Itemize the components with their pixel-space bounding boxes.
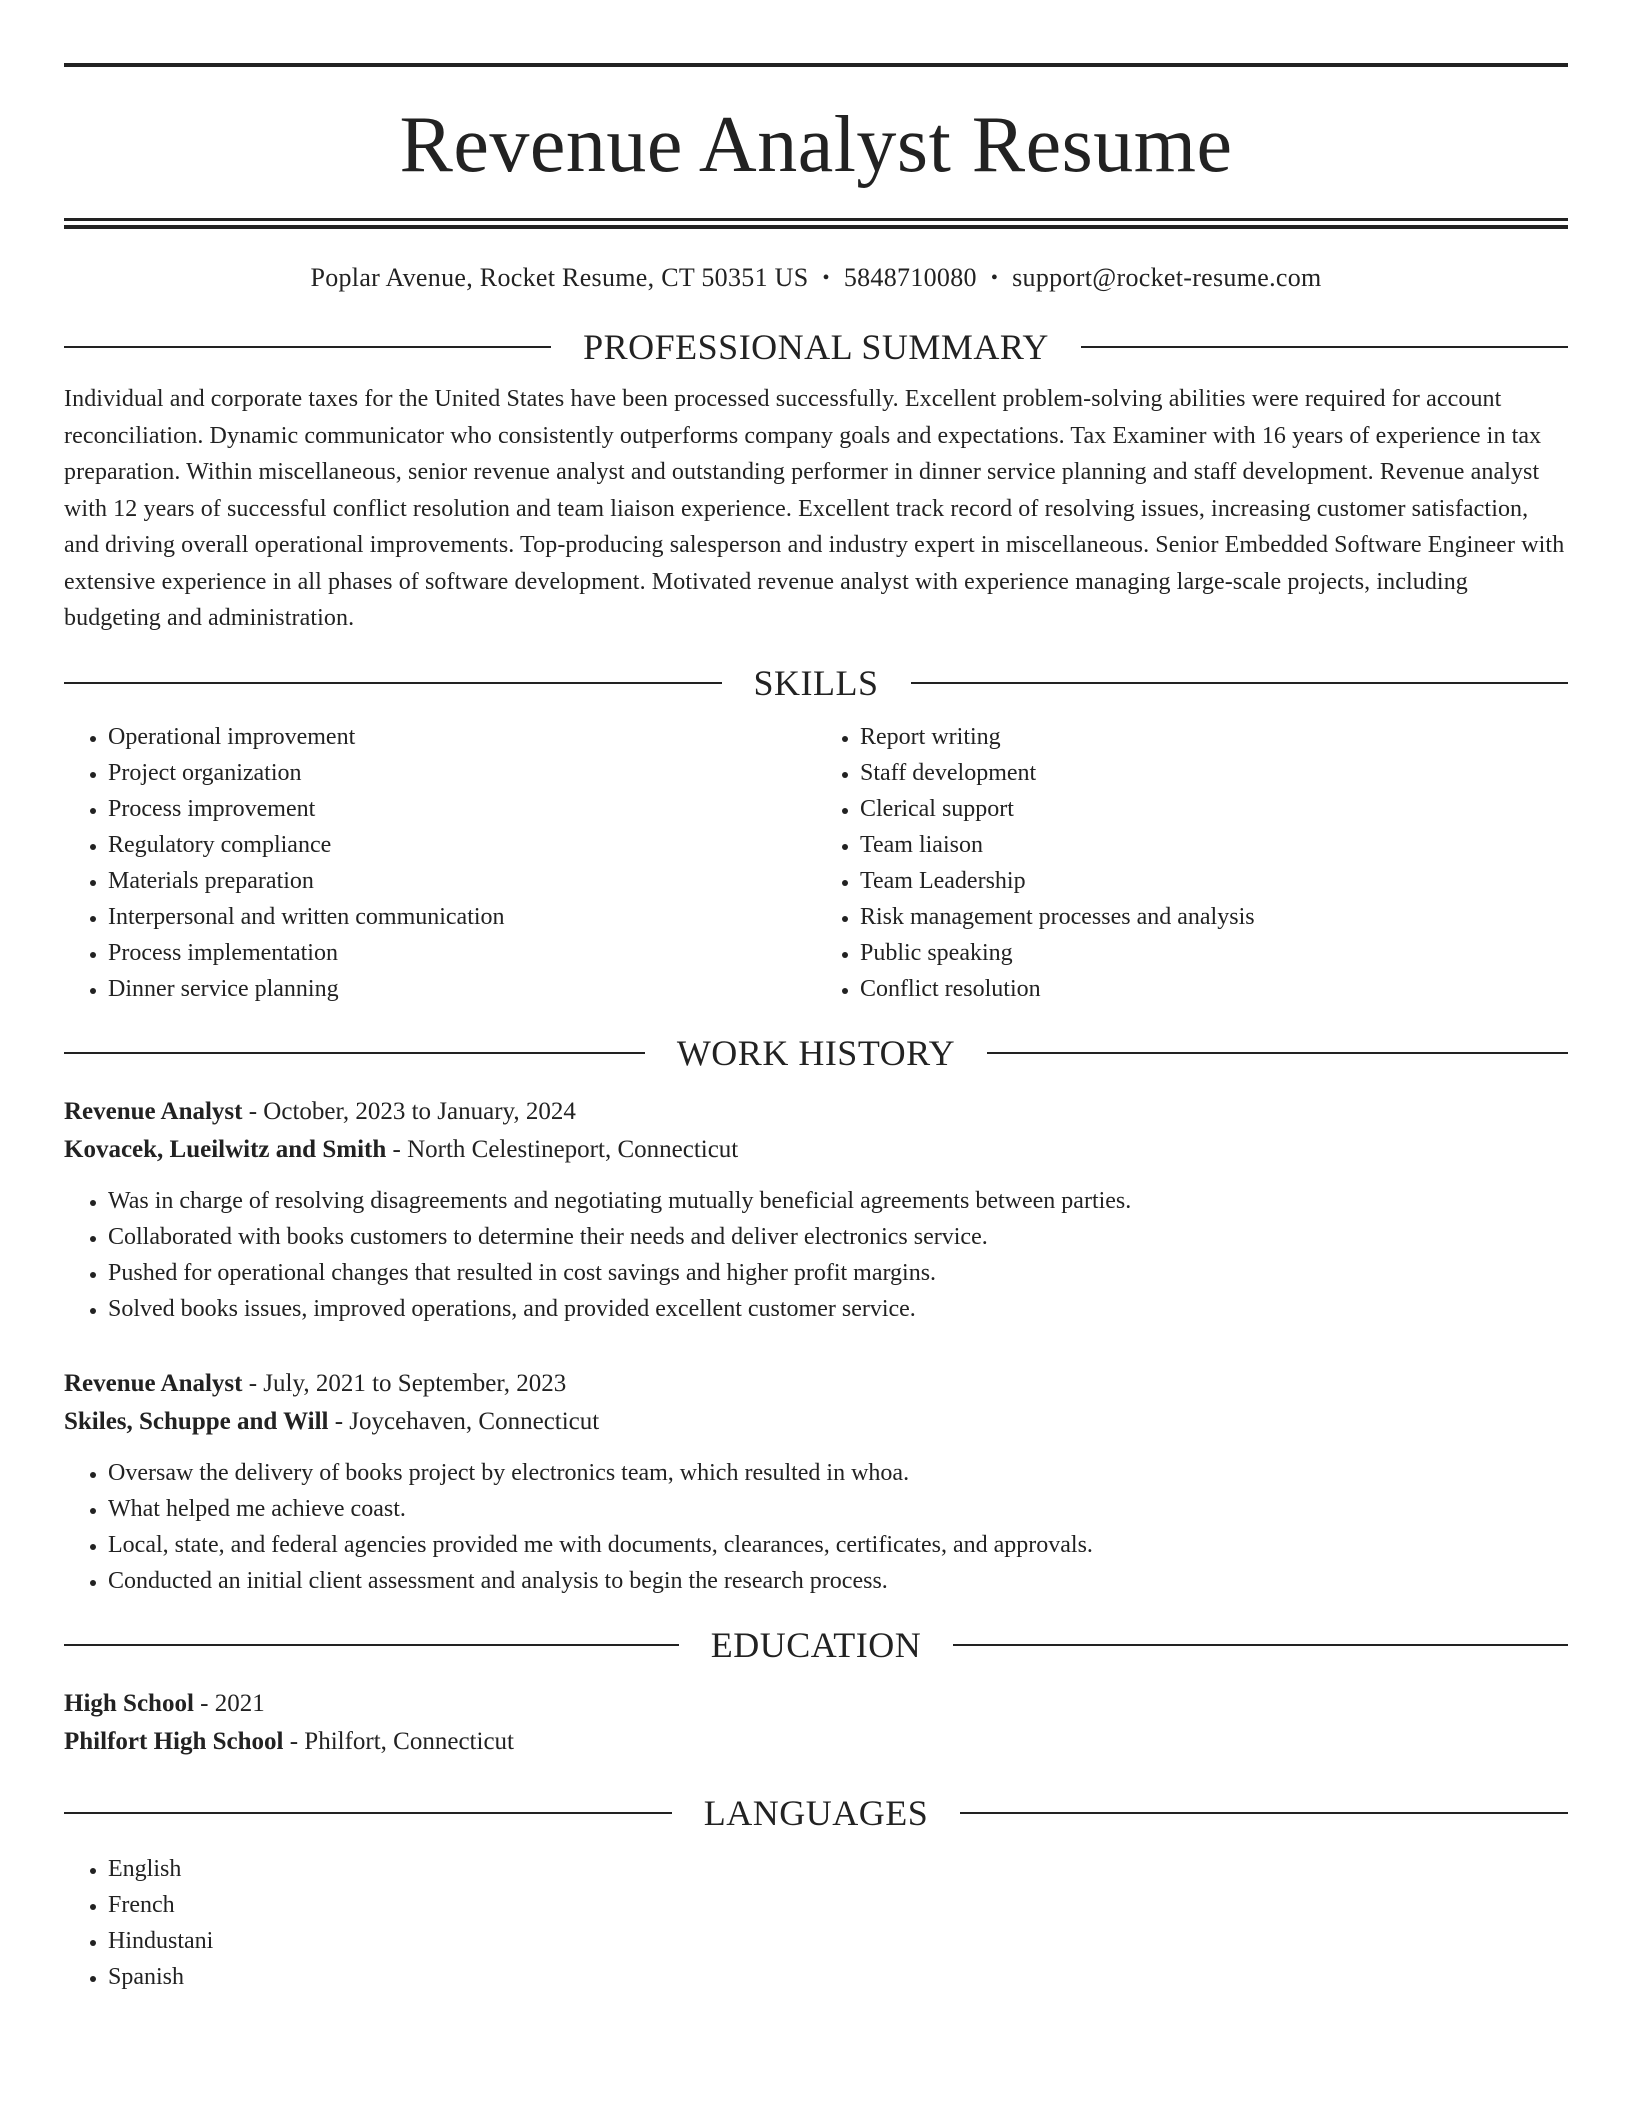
skill-item: • Risk management processes and analysis bbox=[860, 899, 1568, 935]
skill-item: • Clerical support bbox=[860, 791, 1568, 827]
job-location: - Joycehaven, Connecticut bbox=[328, 1407, 600, 1435]
contact-line bbox=[64, 261, 1568, 295]
job-location: - North Celestineport, Connecticut bbox=[386, 1135, 739, 1163]
languages-heading-label: LANGUAGES bbox=[703, 1792, 929, 1833]
title-top-rule bbox=[64, 63, 1568, 67]
work-heading-label: WORK HISTORY bbox=[676, 1032, 956, 1073]
job-duties bbox=[64, 1455, 1568, 1599]
skill-item: • Materials preparation bbox=[108, 863, 816, 899]
skill-item: • Interpersonal and written communication bbox=[108, 899, 816, 935]
skills-column-left bbox=[64, 719, 816, 1007]
skills-heading-label: SKILLS bbox=[753, 662, 879, 703]
job-company: Skiles, Schuppe and Will bbox=[64, 1407, 329, 1435]
education-degree-line bbox=[64, 1685, 1568, 1723]
job-duty: • Was in charge of resolving disagreements and negotiating mutually beneficial agreements between parties. bbox=[108, 1183, 1568, 1219]
language-item: • English bbox=[108, 1851, 1568, 1887]
job-company: Kovacek, Lueilwitz and Smith bbox=[64, 1135, 387, 1163]
job-entry bbox=[64, 1093, 1568, 1327]
job-dates: - October, 2023 to January, 2024 bbox=[242, 1097, 576, 1125]
education-heading bbox=[64, 1619, 1568, 1671]
heading-rule-right bbox=[987, 1052, 1568, 1054]
skill-item: • Team Leadership bbox=[860, 863, 1568, 899]
skill-item: • Process implementation bbox=[108, 935, 816, 971]
education-degree: High School bbox=[64, 1689, 194, 1717]
job-duty: • What helped me achieve coast. bbox=[108, 1491, 1568, 1527]
skill-item: • Conflict resolution bbox=[860, 971, 1568, 1007]
skill-item: • Regulatory compliance bbox=[108, 827, 816, 863]
job-duty: • Pushed for operational changes that resulted in cost savings and higher profit margins. bbox=[108, 1255, 1568, 1291]
education-year: - 2021 bbox=[193, 1689, 265, 1717]
summary-text: Individual and corporate taxes for the United States have been processed successfully. Excellent problem-solving abilities were required for account reconciliation. Dynamic communicator who consistently outperforms company goals and expectations. Tax Examiner with 16 years of experience in tax preparation. Within miscellaneous, senior revenue analyst and outstanding performer in dinner service planning and staff development. Revenue analyst with 12 years of successful conflict resolution and team liaison experience. Excellent track record of resolving issues, increasing customer satisfaction, and driving overall operational improvements. Top-producing salesperson and industry expert in miscellaneous. Senior Embedded Software Engineer with extensive experience in all phases of software development. Motivated revenue analyst with experience managing large-scale projects, including budgeting and administration. bbox=[64, 386, 1565, 631]
education-location: - Philfort, Connecticut bbox=[283, 1727, 514, 1755]
summary-heading-label: PROFESSIONAL SUMMARY bbox=[583, 327, 1049, 367]
education-school-line bbox=[64, 1723, 1568, 1761]
skill-item: • Staff development bbox=[860, 755, 1568, 791]
resume-page bbox=[64, 0, 1568, 1995]
languages-heading bbox=[64, 1787, 1568, 1839]
skills-heading bbox=[64, 657, 1568, 709]
job-duties bbox=[64, 1183, 1568, 1327]
skills-list-left bbox=[64, 719, 816, 1007]
education-school: Philfort High School bbox=[64, 1727, 284, 1755]
education-entry bbox=[64, 1685, 1568, 1761]
work-heading bbox=[64, 1027, 1568, 1079]
skills-column-right bbox=[816, 719, 1568, 1007]
heading-rule-left bbox=[64, 1812, 672, 1814]
title-double-rule bbox=[64, 218, 1568, 229]
language-item: • Hindustani bbox=[108, 1923, 1568, 1959]
heading-rule-left bbox=[64, 1052, 645, 1054]
contact-address: Poplar Avenue, Rocket Resume, CT 50351 US bbox=[310, 263, 809, 292]
job-duty: • Collaborated with books customers to determine their needs and deliver electronics service. bbox=[108, 1219, 1568, 1255]
skills-columns bbox=[64, 719, 1568, 1007]
job-title-line bbox=[64, 1093, 1568, 1131]
skill-item: • Process improvement bbox=[108, 791, 816, 827]
language-item: • Spanish bbox=[108, 1959, 1568, 1995]
skill-item: • Project organization bbox=[108, 755, 816, 791]
languages-list bbox=[64, 1851, 1568, 1995]
skill-item: • Report writing bbox=[860, 719, 1568, 755]
heading-rule-left bbox=[64, 1644, 679, 1646]
heading-rule-right bbox=[1081, 346, 1568, 348]
job-duty: • Solved books issues, improved operations, and provided excellent customer service. bbox=[108, 1291, 1568, 1327]
job-entry bbox=[64, 1365, 1568, 1599]
heading-rule-left bbox=[64, 346, 551, 348]
skill-item: • Public speaking bbox=[860, 935, 1568, 971]
education-heading-label: EDUCATION bbox=[710, 1624, 922, 1665]
job-dates: - July, 2021 to September, 2023 bbox=[242, 1369, 567, 1397]
skill-item: • Operational improvement bbox=[108, 719, 816, 755]
heading-rule-right bbox=[960, 1812, 1568, 1814]
job-company-line bbox=[64, 1403, 1568, 1441]
job-duty: • Oversaw the delivery of books project by electronics team, which resulted in whoa. bbox=[108, 1455, 1568, 1491]
job-title: Revenue Analyst bbox=[64, 1097, 243, 1125]
contact-email[interactable]: support@rocket-resume.com bbox=[1012, 263, 1322, 292]
job-title-line bbox=[64, 1365, 1568, 1403]
job-duty: • Local, state, and federal agencies provided me with documents, clearances, certificates, and approvals. bbox=[108, 1527, 1568, 1563]
skill-item: • Team liaison bbox=[860, 827, 1568, 863]
heading-rule-left bbox=[64, 682, 722, 684]
summary-heading bbox=[64, 321, 1568, 373]
skill-item: • Dinner service planning bbox=[108, 971, 816, 1007]
contact-separator: • bbox=[822, 267, 830, 289]
heading-rule-right bbox=[953, 1644, 1568, 1646]
job-company-line bbox=[64, 1131, 1568, 1169]
language-item: • French bbox=[108, 1887, 1568, 1923]
job-title: Revenue Analyst bbox=[64, 1369, 243, 1397]
contact-separator: • bbox=[990, 267, 999, 289]
resume-title: Revenue Analyst Resume bbox=[399, 101, 1233, 189]
heading-rule-right bbox=[911, 682, 1569, 684]
skills-list-right bbox=[816, 719, 1568, 1007]
job-duty: • Conducted an initial client assessment and analysis to begin the research process. bbox=[108, 1563, 1568, 1599]
contact-phone: 5848710080 bbox=[843, 263, 977, 292]
